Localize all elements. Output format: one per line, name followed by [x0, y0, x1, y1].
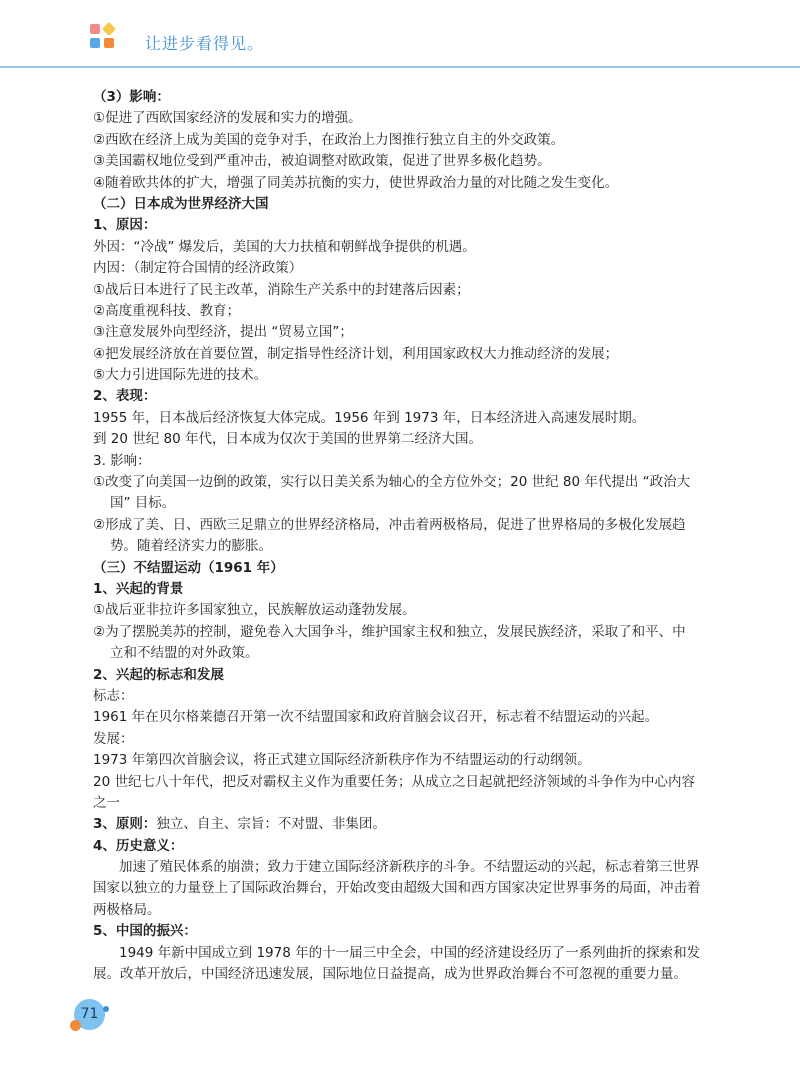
section-heading: （三）不结盟运动（1961 年）: [93, 559, 284, 576]
page-header: [0, 0, 800, 68]
text-line: ①战后日本进行了民主改革，消除生产关系中的封建落后因素；: [93, 281, 470, 298]
logo-square-blue: [90, 38, 100, 48]
text-line: ③美国霸权地位受到严重冲击，被迫调整对欧政策，促进了世界多极化趋势。: [93, 153, 551, 170]
text-line: 20 世纪七八十年代，把反对霸权主义作为重要任务；从成立之日起就把经济领域的斗争作为中心内容: [93, 773, 695, 790]
text-line: 发展：: [93, 730, 134, 747]
section-heading: 1、兴起的背景: [93, 580, 184, 597]
text-line: ②西欧在经济上成为美国的竞争对手，在政治上力图推行独立自主的外交政策。: [93, 131, 565, 148]
text-line: ①促进了西欧国家经济的发展和实力的增强。: [93, 110, 362, 127]
section-heading: 2、兴起的标志和发展: [93, 666, 224, 683]
text-line: ②形成了美、日、西欧三足鼎立的世界经济格局，冲击着两极格局，促进了世界格局的多极化发展趋: [93, 516, 686, 533]
text-line: 国” 目标。: [110, 495, 176, 512]
header-divider: [0, 66, 800, 68]
text-line: 势。随着经济实力的膨胀。: [110, 538, 272, 555]
text-line: 内因：（制定符合国情的经济政策）: [93, 260, 303, 277]
text-line: 之一: [93, 794, 120, 811]
text-line: ①战后亚非拉许多国家独立，民族解放运动蓬勃发展。: [93, 602, 416, 619]
inline-text: 独立、自主、宗旨：不对盟、非集团。: [156, 816, 386, 833]
text-line: 1955 年，日本战后经济恢复大体完成。1956 年到 1973 年，日本经济进入高速发展时期。: [93, 409, 646, 426]
page-body: [93, 87, 718, 985]
text-line: 到 20 世纪 80 年代，日本成为仅次于美国的世界第二经济大国。: [93, 431, 483, 448]
text-line: 1961 年在贝尔格莱德召开第一次不结盟国家和政府首脑会议召开，标志着不结盟运动的兴起。: [93, 709, 659, 726]
text-line: ②为了摆脱美苏的控制，避免卷入大国争斗，维护国家主权和独立，发展民族经济，采取了和平、中: [93, 623, 686, 640]
text-line: ⑤大力引进国际先进的技术。: [93, 367, 268, 384]
text-line: 两极格局。: [93, 901, 161, 918]
page-number: 71: [80, 1006, 99, 1022]
section-heading: （3）影响：: [93, 89, 170, 105]
page-number-badge: [70, 998, 110, 1034]
text-line: 1973 年第四次首脑会议，将正式建立国际经济新秩序作为不结盟运动的行动纲领。: [93, 752, 591, 769]
text-line: 展。改革开放后，中国经济迅速发展，国际地位日益提高，成为世界政治舞台不可忽视的重要力量。: [93, 966, 687, 983]
text-line: ④随着欧共体的扩大，增强了同美苏抗衡的实力，使世界政治力量的对比随之发生变化。: [93, 174, 619, 191]
text-line: [93, 814, 718, 835]
logo-square-orange: [104, 38, 114, 48]
section-heading: 2、表现：: [93, 388, 157, 405]
logo-square-pink: [90, 24, 100, 34]
text-line: 1949 年新中国成立到 1978 年的十一届三中全会，中国的经济建设经历了一系列曲折的探索和发: [119, 944, 701, 961]
decorative-dot-blue: [103, 1006, 109, 1012]
section-heading: 4、历史意义：: [93, 837, 184, 854]
text-line: ①改变了向美国一边倒的政策，实行以日美关系为轴心的全方位外交；20 世纪 80 年代提出 “政治大: [93, 474, 691, 491]
text-line: 外因：“冷战” 爆发后，美国的大力扶植和朝鲜战争提供的机遇。: [93, 238, 476, 255]
text-line: 加速了殖民体系的崩溃；致力于建立国际经济新秩序的斗争。不结盟运动的兴起，标志着第三世界: [119, 859, 700, 876]
section-heading: 1、原因：: [93, 217, 157, 234]
text-line: 3. 影响：: [93, 452, 151, 469]
inline-heading: 3、原则：: [93, 816, 157, 833]
text-line: 国家以独立的力量登上了国际政治舞台，开始改变由超级大国和西方国家决定世界事务的局面，冲击着: [93, 880, 701, 897]
text-line: 立和不结盟的对外政策。: [110, 645, 259, 662]
section-heading: （二）日本成为世界经济大国: [93, 195, 269, 212]
text-line: ④把发展经济放在首要位置，制定指导性经济计划，利用国家政权大力推动经济的发展；: [93, 345, 619, 362]
section-heading: 5、中国的振兴：: [93, 923, 197, 940]
logo-diamond-yellow: [102, 22, 116, 36]
logo-icon: [88, 22, 122, 52]
text-line: 标志：: [93, 687, 134, 704]
text-line: ②高度重视科技、教育；: [93, 302, 241, 319]
text-line: ③注意发展外向型经济，提出 “贸易立国”；: [93, 324, 353, 341]
header-slogan: 让进步看得见。: [145, 34, 265, 53]
decorative-dot-orange: [70, 1020, 81, 1031]
